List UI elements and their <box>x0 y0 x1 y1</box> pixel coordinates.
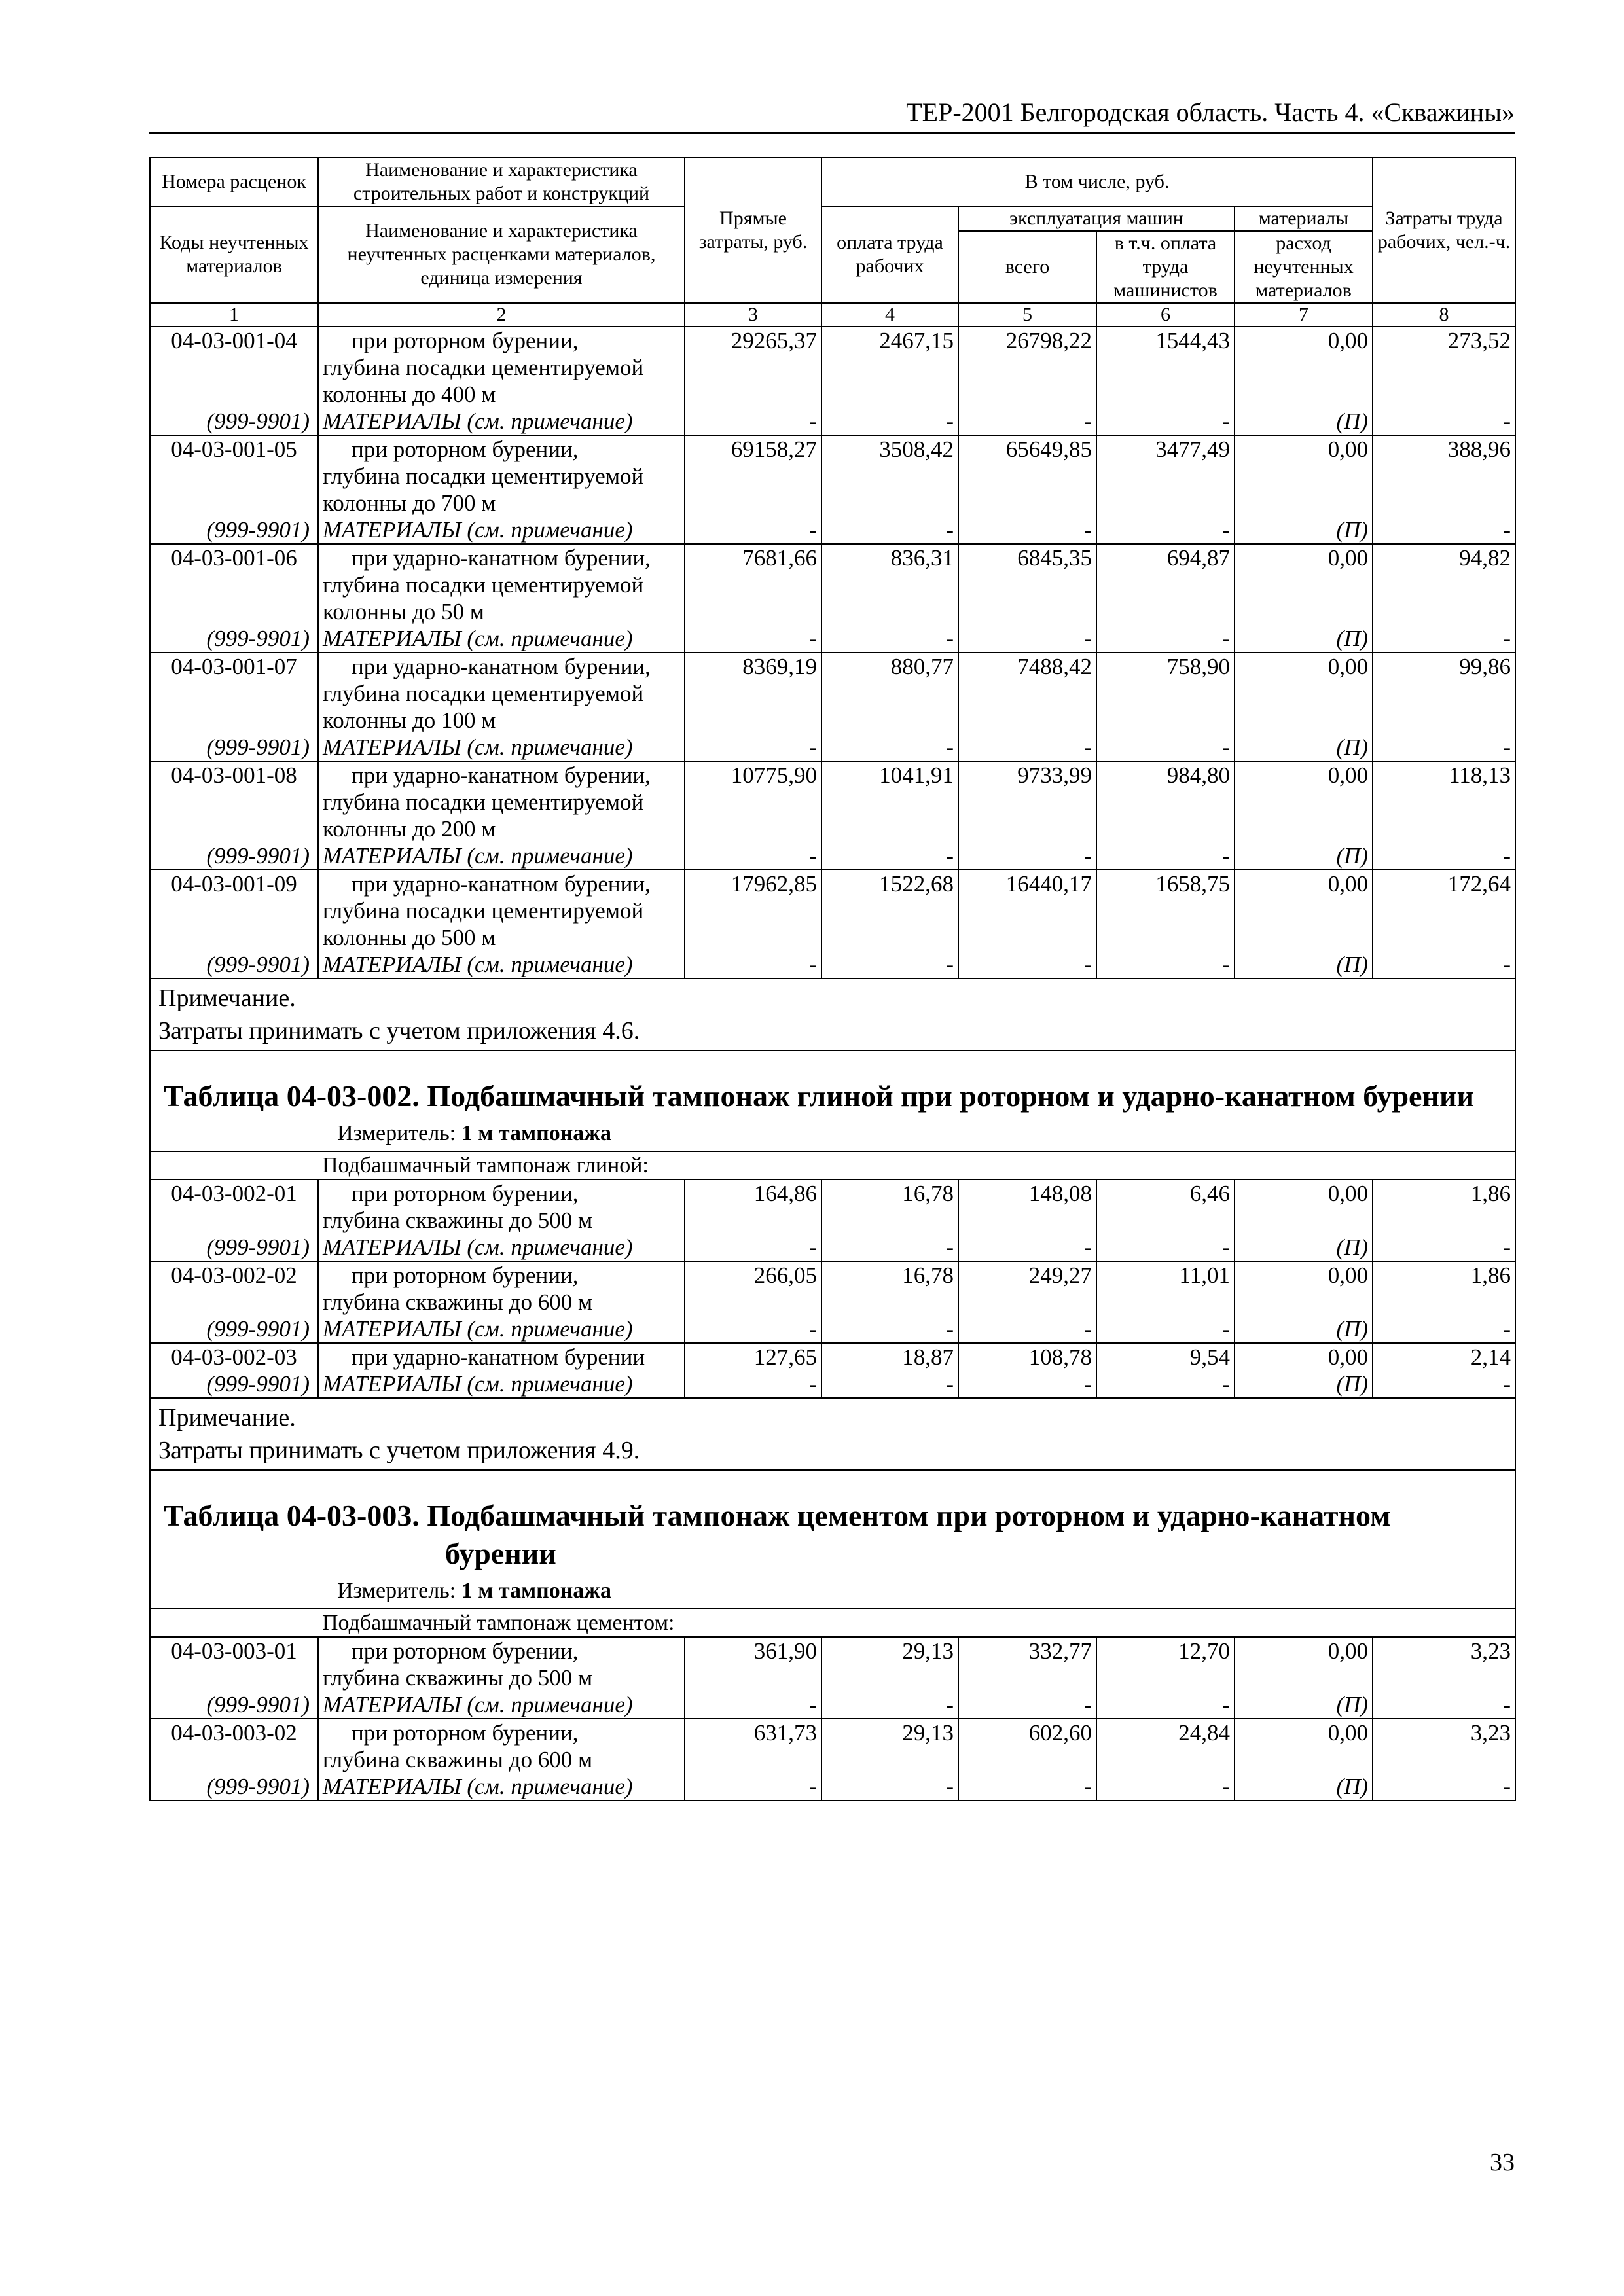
dash-placeholder: - <box>1096 1234 1235 1261</box>
value-mach: 108,78 <box>958 1343 1096 1371</box>
value-oper: 1658,75 <box>1096 870 1235 951</box>
group-heading: Подбашмачный тампонаж глиной: <box>318 1151 1515 1179</box>
col-number: 7 <box>1235 303 1373 327</box>
running-header: ТЕР-2001 Белгородская область. Часть 4. «Скважины» <box>149 96 1515 134</box>
material-code: (999-9901) <box>150 1371 318 1398</box>
value-oper: 984,80 <box>1096 761 1235 842</box>
description-line: глубина посадки цементируемой <box>323 572 644 598</box>
value-labor: 3,23 <box>1373 1719 1515 1773</box>
dash-placeholder: - <box>821 1316 958 1343</box>
dash-placeholder: - <box>1096 951 1235 978</box>
description-line: при роторном бурении, <box>352 328 579 353</box>
value-mat: 0,00 <box>1235 1261 1373 1316</box>
material-code: (999-9901) <box>150 1316 318 1343</box>
value-labor: 1,86 <box>1373 1261 1515 1316</box>
measure-unit <box>164 1119 1502 1148</box>
value-mach: 602,60 <box>958 1719 1096 1773</box>
dash-placeholder: - <box>958 1773 1096 1801</box>
page-number: 33 <box>1490 2149 1515 2176</box>
value-oper: 1544,43 <box>1096 327 1235 408</box>
value-pay: 880,77 <box>821 653 958 734</box>
rate-description <box>318 1719 685 1773</box>
col-number: 3 <box>685 303 821 327</box>
description-line: колонны до 200 м <box>323 816 496 842</box>
value-direct: 17962,85 <box>685 870 821 951</box>
value-mat: 0,00 <box>1235 327 1373 408</box>
material-description: МАТЕРИАЛЫ (см. примечание) <box>318 1234 685 1261</box>
header-work-name: Наименование и характеристика строительных работ и конструкций <box>318 158 685 206</box>
rate-code: 04-03-003-01 <box>150 1637 318 1691</box>
dash-placeholder: - <box>1096 625 1235 653</box>
header-material-consumption: расход неучтенных материалов <box>1235 231 1373 303</box>
description-line: при роторном бурении, <box>352 1263 579 1288</box>
rate-description <box>318 1343 685 1371</box>
dash-placeholder: - <box>1096 1316 1235 1343</box>
rate-description <box>318 435 685 516</box>
value-mach: 16440,17 <box>958 870 1096 951</box>
rate-row <box>150 435 1515 516</box>
description-line: при роторном бурении, <box>352 1638 579 1664</box>
rate-code: 04-03-001-09 <box>150 870 318 951</box>
value-direct: 7681,66 <box>685 544 821 625</box>
value-oper: 758,90 <box>1096 653 1235 734</box>
rate-code: 04-03-002-02 <box>150 1261 318 1316</box>
note-text: Затраты принимать с учетом приложения 4.6. <box>158 1017 640 1045</box>
description-line: при роторном бурении, <box>352 1181 579 1206</box>
section-04-03-002 <box>150 1179 1515 1398</box>
description-line: при ударно-канатном бурении <box>352 1344 645 1370</box>
value-mach: 65649,85 <box>958 435 1096 516</box>
dash-placeholder: - <box>821 1371 958 1398</box>
measure-value: 1 м тампонажа <box>461 1579 611 1603</box>
header-direct-costs: Прямые затраты, руб. <box>685 158 821 303</box>
dash-placeholder: - <box>821 408 958 435</box>
rate-description <box>318 1179 685 1234</box>
material-row <box>150 1691 1515 1719</box>
value-pay: 2467,15 <box>821 327 958 408</box>
table-title: Таблица 04-03-002. Подбашмачный тампонаж глиной при роторном и ударно-канатном бурении <box>164 1079 1474 1113</box>
dash-placeholder: - <box>821 734 958 761</box>
header-labor: Затраты труда рабочих, чел.-ч. <box>1373 158 1515 303</box>
value-mat: 0,00 <box>1235 544 1373 625</box>
rate-row <box>150 1637 1515 1691</box>
section-04-03-002-note <box>150 1398 1515 1637</box>
dash-placeholder: - <box>958 1316 1096 1343</box>
value-pay: 16,78 <box>821 1179 958 1234</box>
header-materials: материалы <box>1235 206 1373 231</box>
value-mach: 249,27 <box>958 1261 1096 1316</box>
header-rate-numbers: Номера расценок <box>150 158 318 206</box>
description-line: глубина посадки цементируемой <box>323 463 644 489</box>
description-line: глубина посадки цементируемой <box>323 789 644 815</box>
dash-placeholder: - <box>1096 408 1235 435</box>
table-title-cell <box>150 1050 1515 1151</box>
dash-placeholder: - <box>821 842 958 870</box>
description-line: колонны до 100 м <box>323 708 496 733</box>
value-oper: 6,46 <box>1096 1179 1235 1234</box>
material-code: (999-9901) <box>150 1234 318 1261</box>
material-description: МАТЕРИАЛЫ (см. примечание) <box>318 1773 685 1801</box>
rate-description <box>318 761 685 842</box>
header-material-codes: Коды неучтенных материалов <box>150 206 318 303</box>
description-line: глубина скважины до 600 м <box>323 1289 593 1315</box>
rate-row <box>150 761 1515 842</box>
column-numbers-row <box>150 303 1515 327</box>
rate-row <box>150 544 1515 625</box>
rate-row <box>150 327 1515 408</box>
rate-code: 04-03-002-01 <box>150 1179 318 1234</box>
col-number: 4 <box>821 303 958 327</box>
dash-placeholder: - <box>685 625 821 653</box>
dash-placeholder: - <box>1373 1773 1515 1801</box>
rate-description <box>318 1637 685 1691</box>
dash-placeholder: - <box>958 734 1096 761</box>
value-direct: 631,73 <box>685 1719 821 1773</box>
note-cell <box>150 978 1515 1050</box>
value-mat: 0,00 <box>1235 435 1373 516</box>
group-heading: Подбашмачный тампонаж цементом: <box>318 1609 1515 1637</box>
value-mach: 332,77 <box>958 1637 1096 1691</box>
value-pay: 29,13 <box>821 1637 958 1691</box>
material-code: (999-9901) <box>150 734 318 761</box>
value-direct: 164,86 <box>685 1179 821 1234</box>
dash-placeholder: - <box>821 625 958 653</box>
value-oper: 24,84 <box>1096 1719 1235 1773</box>
value-mach: 9733,99 <box>958 761 1096 842</box>
dash-placeholder: - <box>1373 734 1515 761</box>
rate-code: 04-03-001-04 <box>150 327 318 408</box>
table-header <box>150 158 1515 327</box>
value-labor: 118,13 <box>1373 761 1515 842</box>
material-note: (П) <box>1235 516 1373 544</box>
dash-placeholder: - <box>685 1234 821 1261</box>
description-line: глубина посадки цементируемой <box>323 355 644 380</box>
rate-description <box>318 653 685 734</box>
value-pay: 1522,68 <box>821 870 958 951</box>
material-code: (999-9901) <box>150 842 318 870</box>
dash-placeholder: - <box>958 951 1096 978</box>
value-mat: 0,00 <box>1235 870 1373 951</box>
description-line: колонны до 400 м <box>323 382 496 407</box>
header-material-name: Наименование и характеристика неучтенных расценками материалов, единица измерения <box>318 206 685 303</box>
value-oper: 694,87 <box>1096 544 1235 625</box>
rate-row <box>150 1261 1515 1316</box>
rate-code: 04-03-001-06 <box>150 544 318 625</box>
value-mach: 148,08 <box>958 1179 1096 1234</box>
col-number: 5 <box>958 303 1096 327</box>
dash-placeholder: - <box>1373 625 1515 653</box>
value-mat: 0,00 <box>1235 1637 1373 1691</box>
dash-placeholder: - <box>958 1691 1096 1719</box>
rate-row <box>150 870 1515 951</box>
material-description: МАТЕРИАЛЫ (см. примечание) <box>318 842 685 870</box>
dash-placeholder: - <box>685 734 821 761</box>
value-mat: 0,00 <box>1235 653 1373 734</box>
rates-table <box>149 157 1516 1801</box>
material-description: МАТЕРИАЛЫ (см. примечание) <box>318 1316 685 1343</box>
material-row <box>150 625 1515 653</box>
material-code: (999-9901) <box>150 1773 318 1801</box>
measure-value: 1 м тампонажа <box>461 1121 611 1145</box>
header-total: всего <box>958 231 1096 303</box>
col-number: 2 <box>318 303 685 327</box>
header-including: В том числе, руб. <box>821 158 1373 206</box>
note-text: Затраты принимать с учетом приложения 4.9. <box>158 1437 640 1464</box>
value-mach: 6845,35 <box>958 544 1096 625</box>
material-row <box>150 1371 1515 1398</box>
dash-placeholder: - <box>1096 1371 1235 1398</box>
dash-placeholder: - <box>1373 408 1515 435</box>
material-row <box>150 951 1515 978</box>
dash-placeholder: - <box>1373 951 1515 978</box>
value-labor: 1,86 <box>1373 1179 1515 1234</box>
material-note: (П) <box>1235 1773 1373 1801</box>
value-oper: 3477,49 <box>1096 435 1235 516</box>
value-mach: 7488,42 <box>958 653 1096 734</box>
value-direct: 8369,19 <box>685 653 821 734</box>
value-direct: 361,90 <box>685 1637 821 1691</box>
material-row <box>150 1316 1515 1343</box>
material-code: (999-9901) <box>150 408 318 435</box>
section-04-03-001-note <box>150 978 1515 1179</box>
rate-description <box>318 870 685 951</box>
value-direct: 10775,90 <box>685 761 821 842</box>
value-direct: 266,05 <box>685 1261 821 1316</box>
value-pay: 18,87 <box>821 1343 958 1371</box>
value-mat: 0,00 <box>1235 761 1373 842</box>
value-pay: 836,31 <box>821 544 958 625</box>
dash-placeholder: - <box>685 842 821 870</box>
material-code: (999-9901) <box>150 625 318 653</box>
rate-code: 04-03-001-08 <box>150 761 318 842</box>
material-note: (П) <box>1235 408 1373 435</box>
value-labor: 3,23 <box>1373 1637 1515 1691</box>
table-title: Таблица 04-03-003. Подбашмачный тампонаж цементом при роторном и ударно-канатном бурении <box>164 1499 1391 1570</box>
material-description: МАТЕРИАЛЫ (см. примечание) <box>318 1371 685 1398</box>
dash-placeholder: - <box>958 1371 1096 1398</box>
value-oper: 11,01 <box>1096 1261 1235 1316</box>
value-direct: 69158,27 <box>685 435 821 516</box>
value-oper: 12,70 <box>1096 1637 1235 1691</box>
dash-placeholder: - <box>1373 1234 1515 1261</box>
description-line: при роторном бурении, <box>352 1720 579 1746</box>
measure-label: Измеритель: <box>337 1121 456 1145</box>
material-note: (П) <box>1235 625 1373 653</box>
dash-placeholder: - <box>1096 1691 1235 1719</box>
col-number: 1 <box>150 303 318 327</box>
description-line: глубина скважины до 500 м <box>323 1665 593 1691</box>
rate-code: 04-03-001-05 <box>150 435 318 516</box>
header-worker-pay: оплата труда рабочих <box>821 206 958 303</box>
dash-placeholder: - <box>821 1691 958 1719</box>
description-line: при роторном бурении, <box>352 437 579 462</box>
value-mat: 0,00 <box>1235 1179 1373 1234</box>
material-description: МАТЕРИАЛЫ (см. примечание) <box>318 625 685 653</box>
rate-code: 04-03-001-07 <box>150 653 318 734</box>
rate-description <box>318 544 685 625</box>
value-labor: 172,64 <box>1373 870 1515 951</box>
material-note: (П) <box>1235 1316 1373 1343</box>
value-labor: 2,14 <box>1373 1343 1515 1371</box>
dash-placeholder: - <box>1373 1371 1515 1398</box>
measure-unit <box>164 1577 1502 1605</box>
value-labor: 273,52 <box>1373 327 1515 408</box>
description-line: глубина скважины до 600 м <box>323 1747 593 1772</box>
material-row <box>150 1234 1515 1261</box>
col-number: 6 <box>1096 303 1235 327</box>
rate-row <box>150 1179 1515 1234</box>
dash-placeholder: - <box>1373 1691 1515 1719</box>
value-mach: 26798,22 <box>958 327 1096 408</box>
value-pay: 29,13 <box>821 1719 958 1773</box>
material-description: МАТЕРИАЛЫ (см. примечание) <box>318 408 685 435</box>
rate-row <box>150 1343 1515 1371</box>
dash-placeholder: - <box>685 1371 821 1398</box>
note-title: Примечание. <box>158 1404 296 1431</box>
dash-placeholder: - <box>685 1773 821 1801</box>
measure-label: Измеритель: <box>337 1579 456 1603</box>
header-machine-operation: эксплуатация машин <box>958 206 1235 231</box>
material-row <box>150 734 1515 761</box>
note-title: Примечание. <box>158 984 296 1012</box>
dash-placeholder: - <box>958 516 1096 544</box>
dash-placeholder: - <box>1096 516 1235 544</box>
rate-code: 04-03-003-02 <box>150 1719 318 1773</box>
dash-placeholder: - <box>1373 516 1515 544</box>
dash-placeholder: - <box>1096 734 1235 761</box>
dash-placeholder: - <box>821 1234 958 1261</box>
section-04-03-001 <box>150 327 1515 978</box>
value-pay: 16,78 <box>821 1261 958 1316</box>
dash-placeholder: - <box>1096 1773 1235 1801</box>
material-note: (П) <box>1235 1371 1373 1398</box>
material-row <box>150 842 1515 870</box>
header-operator-pay: в т.ч. оплата труда машинистов <box>1096 231 1235 303</box>
rate-description <box>318 327 685 408</box>
dash-placeholder: - <box>958 625 1096 653</box>
dash-placeholder: - <box>685 951 821 978</box>
material-description: МАТЕРИАЛЫ (см. примечание) <box>318 734 685 761</box>
material-note: (П) <box>1235 951 1373 978</box>
material-note: (П) <box>1235 1234 1373 1261</box>
col-number: 8 <box>1373 303 1515 327</box>
value-labor: 94,82 <box>1373 544 1515 625</box>
description-line: колонны до 50 м <box>323 599 484 624</box>
description-line: колонны до 700 м <box>323 490 496 516</box>
material-description: МАТЕРИАЛЫ (см. примечание) <box>318 951 685 978</box>
value-labor: 99,86 <box>1373 653 1515 734</box>
dash-placeholder: - <box>958 408 1096 435</box>
table-title-cell <box>150 1470 1515 1609</box>
dash-placeholder: - <box>958 1234 1096 1261</box>
material-note: (П) <box>1235 734 1373 761</box>
value-oper: 9,54 <box>1096 1343 1235 1371</box>
rate-description <box>318 1261 685 1316</box>
value-pay: 3508,42 <box>821 435 958 516</box>
material-row <box>150 408 1515 435</box>
dash-placeholder: - <box>1373 842 1515 870</box>
value-mat: 0,00 <box>1235 1719 1373 1773</box>
dash-placeholder: - <box>685 516 821 544</box>
dash-placeholder: - <box>685 1316 821 1343</box>
material-code: (999-9901) <box>150 1691 318 1719</box>
value-direct: 29265,37 <box>685 327 821 408</box>
description-line: при ударно-канатном бурении, <box>352 871 651 897</box>
value-mat: 0,00 <box>1235 1343 1373 1371</box>
dash-placeholder: - <box>958 842 1096 870</box>
material-description: МАТЕРИАЛЫ (см. примечание) <box>318 516 685 544</box>
rate-row <box>150 653 1515 734</box>
description-line: глубина посадки цементируемой <box>323 681 644 706</box>
description-line: при ударно-канатном бурении, <box>352 654 651 679</box>
description-line: при ударно-канатном бурении, <box>352 762 651 788</box>
section-04-03-003 <box>150 1637 1515 1801</box>
description-line: при ударно-канатном бурении, <box>352 545 651 571</box>
value-direct: 127,65 <box>685 1343 821 1371</box>
value-labor: 388,96 <box>1373 435 1515 516</box>
material-row <box>150 516 1515 544</box>
description-line: колонны до 500 м <box>323 925 496 950</box>
dash-placeholder: - <box>685 1691 821 1719</box>
material-code: (999-9901) <box>150 951 318 978</box>
dash-placeholder: - <box>1373 1316 1515 1343</box>
dash-placeholder: - <box>821 516 958 544</box>
material-note: (П) <box>1235 842 1373 870</box>
value-pay: 1041,91 <box>821 761 958 842</box>
rate-row <box>150 1719 1515 1773</box>
material-code: (999-9901) <box>150 516 318 544</box>
dash-placeholder: - <box>821 951 958 978</box>
rate-code: 04-03-002-03 <box>150 1343 318 1371</box>
material-description: МАТЕРИАЛЫ (см. примечание) <box>318 1691 685 1719</box>
description-line: глубина посадки цементируемой <box>323 898 644 924</box>
dash-placeholder: - <box>1096 842 1235 870</box>
material-row <box>150 1773 1515 1801</box>
dash-placeholder: - <box>685 408 821 435</box>
dash-placeholder: - <box>821 1773 958 1801</box>
material-note: (П) <box>1235 1691 1373 1719</box>
description-line: глубина скважины до 500 м <box>323 1208 593 1233</box>
note-cell <box>150 1398 1515 1470</box>
